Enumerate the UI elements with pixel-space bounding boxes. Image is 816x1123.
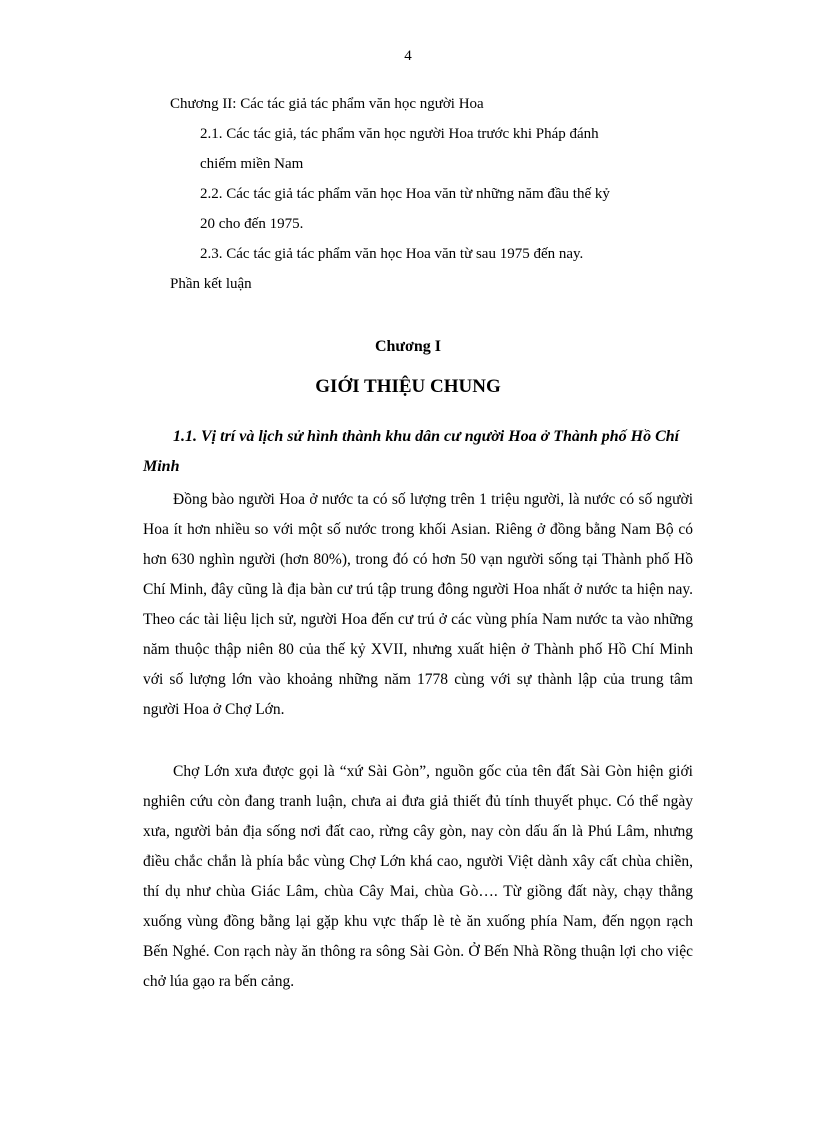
- toc-conclusion: Phần kết luận: [170, 276, 252, 292]
- toc-item-2-3: 2.3. Các tác giả tác phẩm văn học Hoa văn từ sau 1975 đến nay.: [200, 246, 584, 262]
- toc-item-2-1-line-1: 2.1. Các tác giả, tác phẩm văn học người Hoa trước khi Pháp đánh: [200, 126, 599, 142]
- section-heading: 1.1. Vị trí và lịch sử hình thành khu dân cư người Hoa ở Thành phố Hồ Chí Minh: [143, 428, 680, 475]
- toc-item-2-1-line-2: chiếm miền Nam: [200, 156, 304, 172]
- body-paragraph-1: Đồng bào người Hoa ở nước ta có số lượng trên 1 triệu người, là nước có số người Hoa ít hơn nhiều so với một số nước trong khối Asian. Riêng ở đồng bằng Nam Bộ có hơn 630 nghìn người (hơn 80%), trong đó có hơn 50 vạn người sống tại Thành phố Hồ Chí Minh, đây cũng là địa bàn cư trú tập trung đông người Hoa nhất ở nước ta hiện nay. Theo các tài liệu lịch sử, người Hoa đến cư trú ở các vùng phía Nam nước ta vào những năm thuộc thập niên 80 của thế kỷ XVII, nhưng xuất hiện ở Thành phố Hồ Chí Minh với số lượng lớn vào khoảng những năm 1778 cùng với sự thành lập của trung tâm người Hoa ở Chợ Lớn.: [143, 491, 693, 718]
- chapter-title: GIỚI THIỆU CHUNG: [315, 376, 501, 397]
- toc-chapter-2: Chương II: Các tác giả tác phẩm văn học người Hoa: [170, 96, 484, 112]
- toc-item-2-2-line-2: 20 cho đến 1975.: [200, 216, 304, 232]
- toc-item-2-2-line-1: 2.2. Các tác giả tác phẩm văn học Hoa văn từ những năm đầu thế kỷ: [200, 186, 610, 202]
- page-number: 4: [404, 48, 412, 64]
- chapter-heading: Chương I: [374, 338, 442, 355]
- body-paragraph-2: Chợ Lớn xưa được gọi là “xứ Sài Gòn”, nguồn gốc của tên đất Sài Gòn hiện giới nghiên cứu còn đang tranh luận, chưa ai đưa giả thiết đủ tính thuyết phục. Có thể ngày xưa, người bản địa sống nơi đất cao, rừng cây gòn, nay còn dấu ấn là Phú Lâm, nhưng điều chắc chắn là phía bắc vùng Chợ Lớn khá cao, người Việt dành xây cất chùa chiền, thí dụ như chùa Giác Lâm, chùa Cây Mai, chùa Gò…. Từ giồng đất này, chạy thẳng xuống vùng đồng bằng lại gặp khu vực thấp lè tè ăn xuống phía Nam, đến ngọn rạch Bến Nghé. Con rạch này ăn thông ra sông Sài Gòn. Ở Bến Nhà Rồng thuận lợi cho việc chở lúa gạo ra bến cảng.: [143, 763, 693, 990]
